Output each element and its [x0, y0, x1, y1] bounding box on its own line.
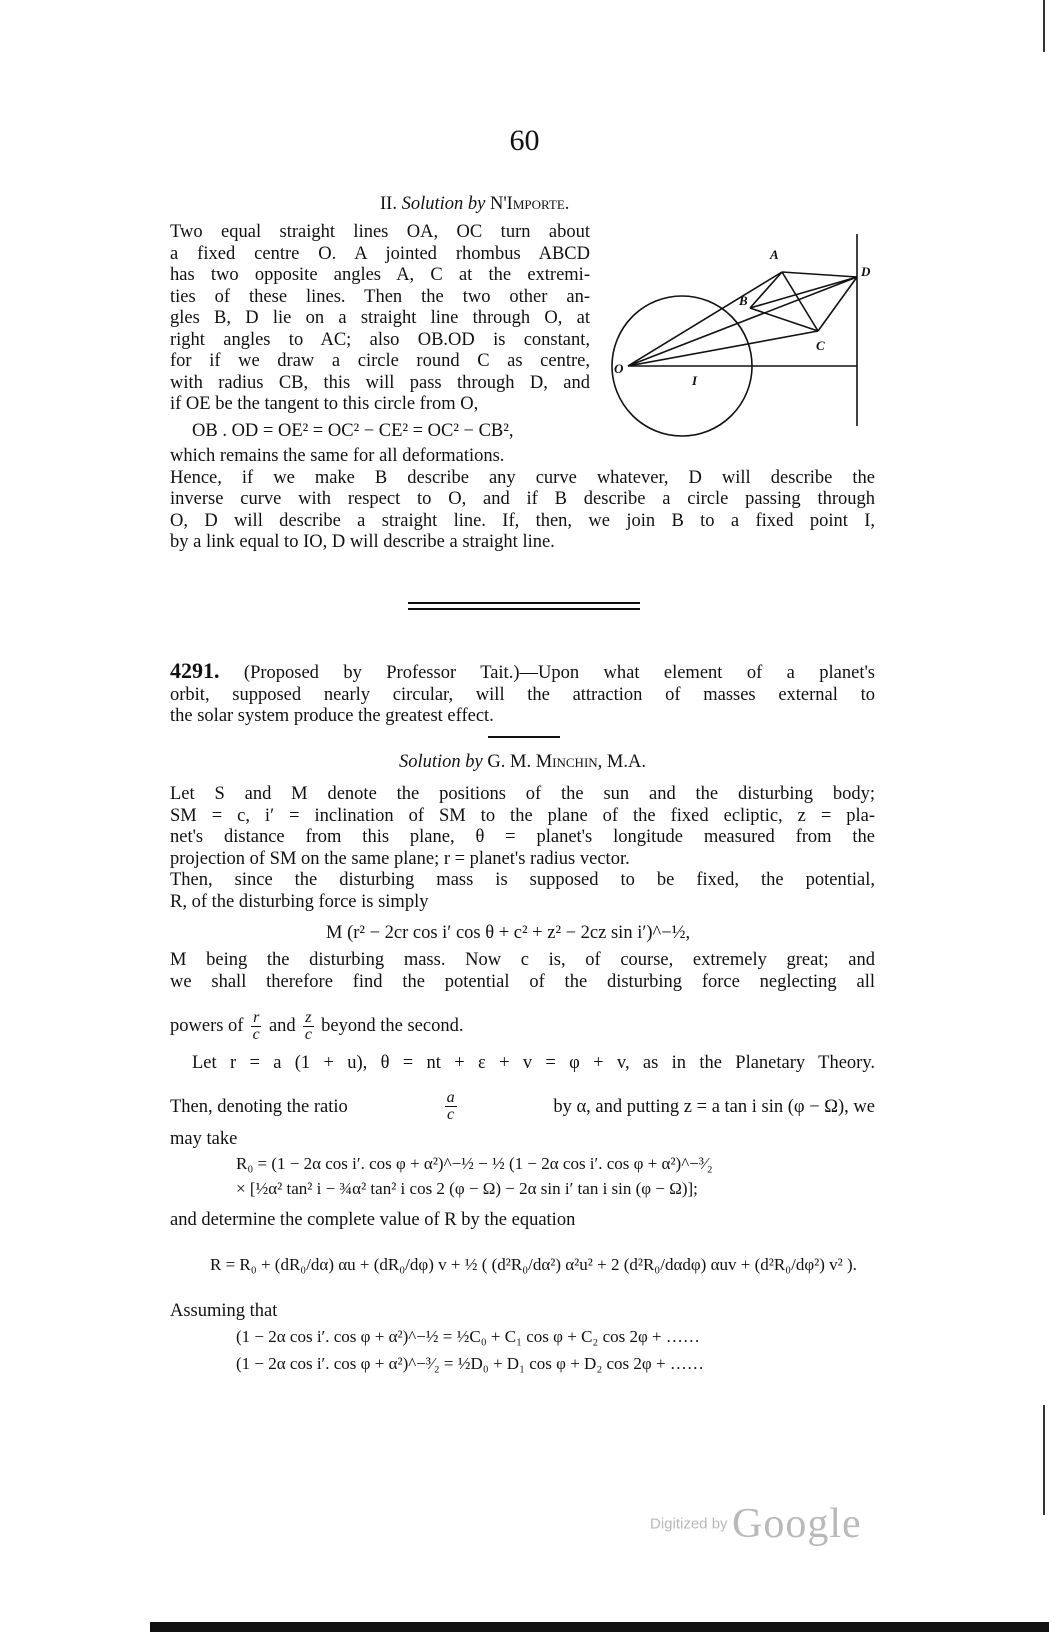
text-line: a fixed centre O. A jointed rhombus ABCD — [170, 243, 590, 264]
label-i: I — [692, 373, 698, 388]
equation-r-complete: R = R₀ + (dR₀/dα) αu + (dR₀/dφ) v + ½ ( (d²R₀/dα²) α²u² + 2 (d²R₀/dαdφ) αuv + (d²R₀/dφ²) v² ). — [210, 1255, 857, 1274]
text-line: Then, since the disturbing mass is supposed to be fixed, the potential, — [170, 870, 875, 890]
text-line: if OE be the tangent to this circle from O, — [170, 394, 479, 414]
section-divider-bottom — [408, 608, 640, 610]
equation-c-series: (1 − 2α cos i′. cos φ + α²)^−½ = ½C₀ + C₁ cos φ + C₂ cos 2φ + …… — [236, 1327, 700, 1346]
text-line: Hence, if we make B describe any curve whatever, D will describe the — [170, 467, 875, 488]
text-line: R, of the disturbing force is simply — [170, 891, 429, 912]
then-line: Then, denoting the ratio $\frac{a}{c}$ by α, and putting z = a tan i sin (φ − Ω), we — [170, 1089, 875, 1123]
equation-r0-line2: × [½α² tan² i − ¾α² tan² i cos 2 (φ − Ω) − 2α sin i′ tan i sin (φ − Ω)]; — [236, 1179, 698, 1198]
google-watermark — [650, 1500, 862, 1548]
text-line: Two equal straight lines OA, OC turn about — [170, 222, 590, 242]
fraction-r-c: $\frac{r}{c}$ — [252, 1009, 260, 1043]
assuming-line: Assuming that — [170, 1301, 278, 1321]
label-c: C — [816, 338, 825, 353]
solution-heading — [380, 194, 569, 215]
side-bc — [750, 308, 818, 331]
fraction-a-c: $\frac{a}{c}$ — [446, 1089, 455, 1123]
text-line: M being the disturbing mass. Now c is, of course, extremely great; and — [170, 950, 875, 970]
heading-author: N'Importe. — [489, 194, 570, 214]
solution-body-narrow — [170, 222, 590, 416]
text-line: O, D will describe a straight line. If, then, we join B to a fixed point I, — [170, 510, 875, 531]
text-line: projection of SM on the same plane; r = planet's radius vector. — [170, 848, 630, 869]
text-line: ties of these lines. Then the two other an- — [170, 286, 590, 307]
short-rule — [488, 736, 560, 738]
heading-prefix: II. — [380, 194, 397, 214]
right-edge-mark — [1043, 0, 1045, 52]
question-number: 4291. — [170, 658, 220, 683]
diagonal-ac — [782, 272, 818, 331]
powers-line: powers of $\frac{r}{c}$ and $\frac{z}{c}$ beyond the second. — [170, 1009, 464, 1043]
minchin-para-1 — [170, 784, 875, 913]
heading-by: Solution by — [401, 194, 486, 214]
text-line: which remains the same for all deformations. — [170, 446, 505, 466]
text-line: with radius CB, this will pass through D, and — [170, 372, 590, 393]
section-divider-top — [408, 602, 640, 604]
minchin-para-3 — [170, 950, 875, 993]
label-b: B — [739, 293, 748, 308]
text-line: we shall therefore find the potential of the disturbing force neglecting all — [170, 971, 875, 992]
equation-r0-line1: R₀ = (1 − 2α cos i′. cos φ + α²)^−½ − ½ (1 − 2α cos i′. cos φ + α²)^−³⁄₂ — [236, 1154, 713, 1173]
google-logo: Google — [732, 1501, 862, 1547]
question-4291 — [170, 660, 875, 728]
determine-line: and determine the complete value of R by the equation — [170, 1210, 576, 1230]
text-line: the solar system produce the greatest effect. — [170, 706, 494, 726]
rhombus-diagram — [610, 226, 880, 451]
label-d: D — [861, 264, 871, 279]
side-ad — [782, 272, 857, 277]
text-line: for if we draw a circle round C as centre, — [170, 351, 590, 371]
may-take: may take — [170, 1129, 238, 1149]
text-line: gles B, D lie on a straight line through O, at — [170, 308, 590, 328]
heading-author: G. M. Minchin, M.A. — [487, 752, 646, 772]
text-line: has two opposite angles A, C at the extremi- — [170, 265, 590, 285]
text-line: orbit, supposed nearly circular, will the attraction of masses external to — [170, 684, 875, 705]
fraction-z-c: $\frac{z}{c}$ — [304, 1009, 312, 1043]
minchin-heading — [170, 752, 875, 773]
solution-body-full — [170, 446, 875, 554]
right-edge-mark — [1043, 1405, 1045, 1515]
text-line: inverse curve with respect to O, and if B describe a circle passing through — [170, 489, 875, 509]
text-line: by a link equal to IO, D will describe a straight line. — [170, 532, 555, 552]
solution-equation: OB . OD = OE² = OC² − CE² = OC² − CB², — [192, 421, 514, 441]
equation-d-series: (1 − 2α cos i′. cos φ + α²)^−³⁄₂ = ½D₀ + D₁ cos φ + D₂ cos 2φ + …… — [236, 1354, 704, 1373]
text-line: 4291. (Proposed by Professor Tait.)—Upon what element of a planet's — [170, 658, 875, 683]
bottom-scan-bar — [150, 1622, 1049, 1632]
label-a: A — [770, 247, 779, 262]
page-number: 60 — [509, 124, 540, 157]
text-line: SM = c, i′ = inclination of SM to the plane of the fixed ecliptic, z = pla- — [170, 805, 875, 826]
equation-potential: M (r² − 2cr cos i′ cos θ + c² + z² − 2cz sin i′)^−½, — [326, 923, 691, 943]
label-o: O — [614, 361, 624, 376]
let-line: Let r = a (1 + u), θ = nt + ε + v = φ + v, as in the Planetary Theory. — [192, 1053, 875, 1073]
watermark-prefix: Digitized by — [650, 1515, 728, 1533]
text-line: Let S and M denote the positions of the sun and the disturbing body; — [170, 784, 875, 804]
text-line: right angles to AC; also OB.OD is constant, — [170, 329, 590, 350]
text-line: net's distance from this plane, θ = planet's longitude measured from the — [170, 827, 875, 847]
heading-by: Solution by — [399, 752, 483, 772]
